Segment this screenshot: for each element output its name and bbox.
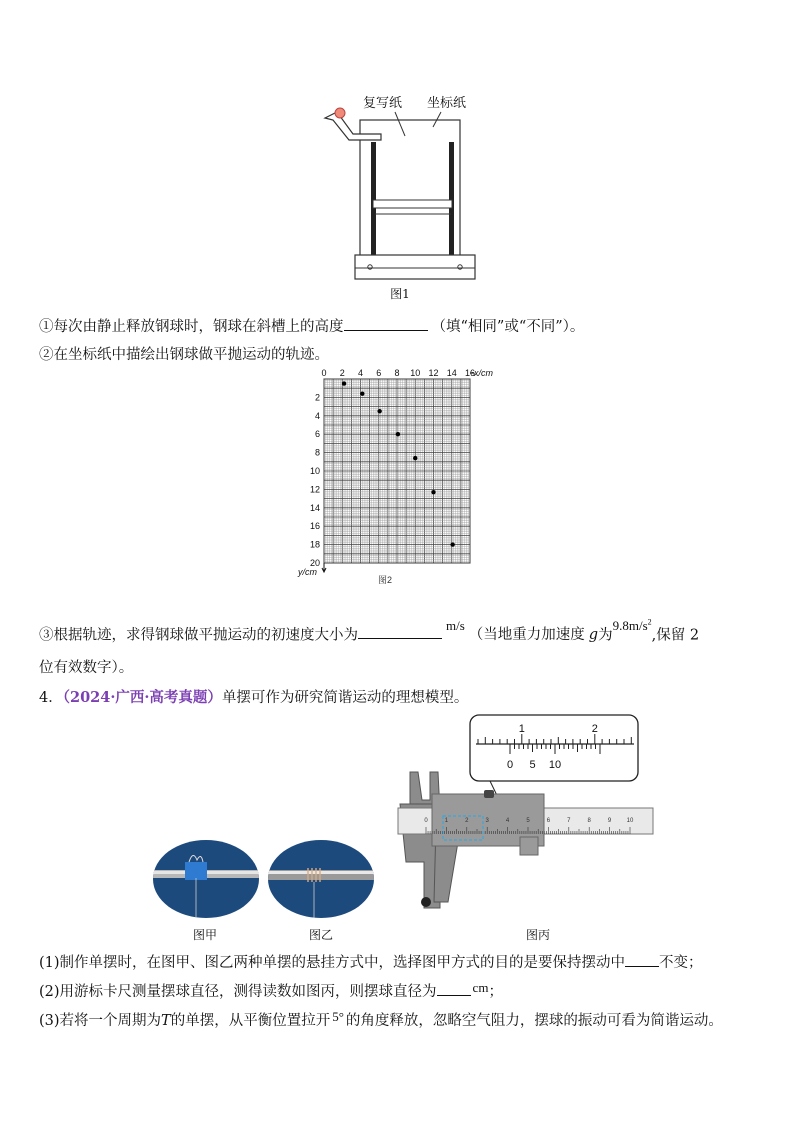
question-4-heading	[39, 688, 468, 708]
caption-jia: 图甲	[192, 928, 217, 942]
data-point	[377, 409, 381, 413]
data-point	[431, 490, 435, 494]
figure-1	[315, 90, 485, 300]
figure-2	[296, 365, 506, 590]
diameter-unit: cm	[472, 980, 489, 995]
answer-blank-diameter	[437, 995, 471, 996]
copy-paper-label: 复写纸	[363, 96, 403, 111]
answer-blank-height	[344, 330, 428, 331]
zoom-main-label: 1	[518, 723, 525, 735]
x-tick-label: 6	[376, 368, 382, 378]
q4-part-1-line	[39, 953, 703, 973]
caliper-figure	[380, 712, 660, 922]
part-1-text: ①每次由静止释放钢球时，钢球在斜槽上的高度	[39, 319, 344, 335]
y-tick-label: 6	[314, 429, 320, 440]
body-scale-label: 5	[526, 818, 530, 824]
figure-2-caption: 图2	[377, 575, 393, 585]
vernier-caliper	[380, 712, 660, 922]
q4-part-1-tail: 不变；	[659, 955, 703, 971]
q4-part-2-tail: ；	[488, 984, 503, 1000]
x-tick-label: 2	[339, 368, 345, 378]
q4-part-2-text: (2)用游标卡尺测量摆球直径，测得读数如图丙，则摆球直径为	[39, 984, 437, 1000]
data-point	[450, 542, 454, 546]
x-tick-label: 14	[446, 368, 457, 378]
gravity-value: $9.8m/s^2$	[612, 618, 652, 634]
x-tick-label: 16	[464, 368, 476, 378]
q4-part-1-text: (1)制作单摆时，在图甲、图乙两种单摆的悬挂方式中，选择图甲方式的目的是要保持摆动中	[39, 955, 626, 971]
question-4-stem: 单摆可作为研究简谐运动的理想模型。	[221, 690, 469, 706]
grid-lines	[324, 379, 470, 563]
x-tick-label: 0	[321, 368, 327, 378]
data-point	[413, 456, 417, 460]
part-3-wei: 为	[598, 627, 613, 644]
q4-part-3-text-b: 的单摆，从平衡位置拉开	[170, 1013, 331, 1029]
y-tick-label: 16	[309, 521, 320, 532]
coord-paper-label: 坐标纸	[427, 96, 467, 111]
y-tick-label: 12	[309, 484, 320, 495]
y-axis-label: y/cm	[298, 567, 317, 577]
y-tick-label: 14	[309, 502, 320, 513]
apparatus-drawing	[315, 90, 485, 300]
body-scale-label: 4	[505, 818, 510, 824]
y-tick-label: 10	[309, 466, 320, 476]
answer-blank-constant	[625, 966, 659, 967]
x-tick-label: 12	[428, 368, 439, 378]
q4-part-3-text-c: 的角度释放，忽略空气阻力，摆球的振动可看为简谐运动。	[345, 1013, 723, 1029]
q4-part-3-line	[39, 1011, 723, 1031]
q4-part-3-text-a: (3)若将一个周期为	[39, 1013, 162, 1029]
question-4-source: （2024·广西·高考真题）	[62, 689, 222, 706]
zoom-vernier-label: 5	[529, 759, 536, 771]
caption-yi: 图乙	[308, 928, 333, 942]
body-scale-label: 10	[626, 818, 634, 824]
photo-jia	[153, 840, 259, 918]
data-point	[360, 392, 364, 396]
answer-blank-speed	[358, 638, 442, 639]
symbol-g: g	[588, 627, 599, 644]
y-tick-label: 8	[314, 447, 320, 458]
body-scale-label: 6	[546, 818, 551, 824]
body-scale-label: 7	[567, 818, 571, 824]
part-3-line	[39, 618, 700, 645]
part-1-line	[39, 317, 584, 337]
speed-unit: m/s	[446, 618, 465, 634]
symbol-T: T	[161, 1013, 171, 1029]
body-scale-label: 9	[607, 818, 612, 824]
zoom-main-label: 2	[591, 723, 598, 735]
zoom-vernier-label: 0	[506, 759, 514, 771]
body-scale-label: 0	[424, 818, 428, 824]
x-axis-label: x/cm	[474, 368, 493, 378]
part-3-line-2	[39, 658, 133, 678]
x-tick-label: 10	[410, 368, 421, 378]
trajectory-chart	[296, 365, 506, 590]
caption-bing: 图丙	[525, 928, 550, 942]
y-axis-arrow	[322, 563, 326, 572]
part-3-gravity-note: （当地重力加速度	[468, 627, 585, 644]
part-3-text: ③根据轨迹，求得钢球做平抛运动的初速度大小为	[39, 627, 358, 644]
y-tick-label: 2	[314, 392, 320, 403]
body-scale-label: 2	[465, 818, 469, 824]
photo-yi	[268, 840, 374, 918]
part-2-line	[39, 345, 329, 365]
y-tick-label: 20	[309, 558, 320, 568]
y-tick-label: 18	[309, 539, 320, 550]
data-point	[342, 381, 346, 385]
x-tick-label: 4	[357, 368, 364, 378]
part-1-hint: （填“相同”或“不同”）。	[431, 319, 585, 335]
body-scale-label: 8	[587, 818, 591, 824]
x-tick-label: 8	[394, 368, 400, 378]
y-tick-label: 4	[314, 410, 320, 421]
body-scale-label: 1	[444, 818, 449, 824]
part-3-line-2-text: 位有效数字）。	[39, 660, 134, 676]
part-3-precision: ,保留 2	[651, 627, 700, 644]
data-point	[396, 432, 400, 436]
zoom-vernier-label: 10	[548, 759, 562, 771]
q4-part-2-line	[39, 982, 503, 1002]
body-scale-label: 3	[485, 818, 489, 824]
release-angle: 5°	[332, 1009, 344, 1024]
question-4-number: 4．	[39, 690, 63, 706]
figure-1-caption: 图1	[390, 287, 410, 301]
part-2-text: ②在坐标纸中描绘出钢球做平抛运动的轨迹。	[39, 347, 329, 363]
